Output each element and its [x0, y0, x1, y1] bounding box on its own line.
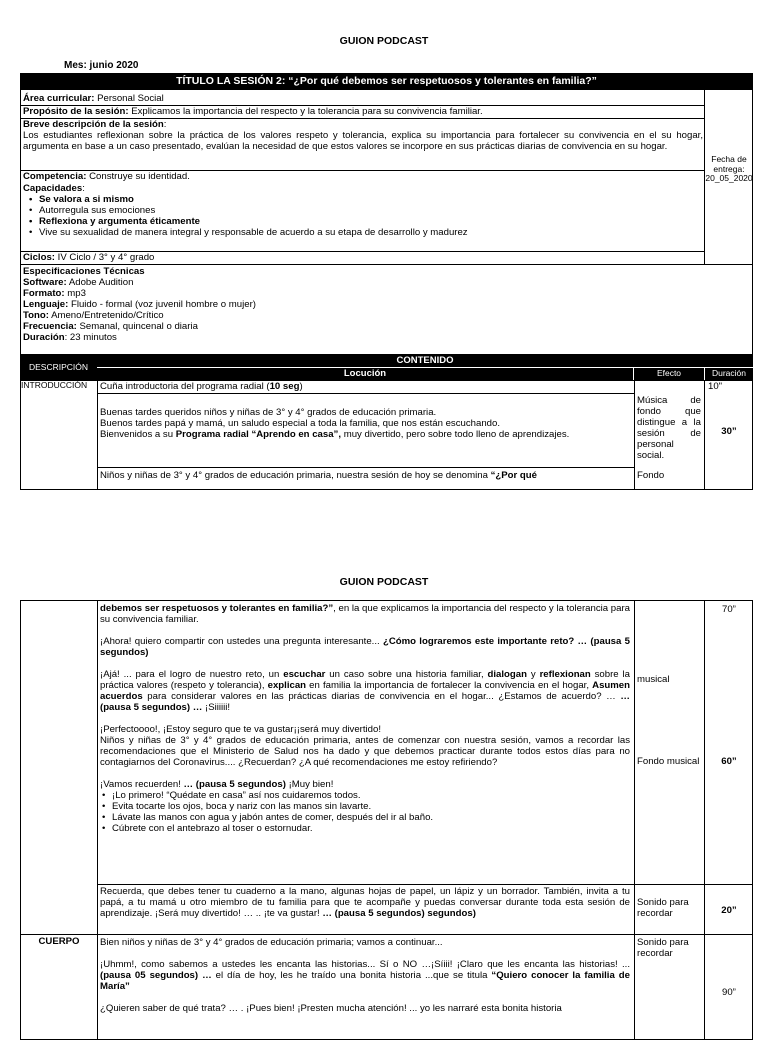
area-value: Personal Social — [94, 93, 164, 104]
page-heading: GUION PODCAST — [339, 35, 429, 47]
spec-row: Formato: mp3 — [23, 288, 86, 299]
row-line — [97, 393, 634, 394]
description-label: Breve descripción de la sesión — [23, 119, 164, 130]
cycles-row — [23, 252, 703, 263]
row-line — [97, 467, 634, 468]
recommendation-item: • Lávate las manos con agua y jabón antes de comer, después del ir al baño. — [112, 812, 630, 823]
intro-duration: 10" — [708, 381, 723, 392]
duration-90: 90” — [722, 987, 736, 998]
col-effect-header: Efecto — [634, 368, 704, 380]
intro-spot: Cuña introductoria del programa radial (10 seg) — [100, 381, 303, 392]
col-line — [97, 600, 98, 1040]
greeting-block: Buenas tardes queridos niños y niñas de 3° y 4° grados de educación primaria. Buenos tardes papá y mamá, un saludo especial a toda la familia, que nos están escuchando. Bienvenidos a su Programa radial “Aprendo en casa”, muy divertido, pero sobre todo lleno de aprendizajes. — [100, 407, 570, 440]
cycles-value: IV Ciclo / 3° y 4° grado — [55, 252, 155, 263]
session-line: Niños y niñas de 3° y 4° grados de educación primaria, nuestra sesión de hoy se denomina “¿Por qué — [100, 470, 537, 481]
reminder-block: Recuerda, que debes tener tu cuaderno a la mano, algunas hojas de papel, un lápiz y un borrador. También, invita a tu papá, a tu mamá u otro miembro de tu familia para que te acompañe y puedas conversar durante toda esta sesión de aprendizaje. ¡Será muy divertido! … .. ¡te va gustar! … (pausa 5 segundos) segundos) — [100, 886, 630, 919]
duration-70: 70” — [722, 604, 736, 615]
duration-30: 30” — [721, 426, 737, 437]
area-label: Área curricular: — [23, 93, 95, 104]
recommendation-item: • Cúbrete con el antebrazo al toser o estornudar. — [112, 823, 630, 834]
purpose-value: Explicamos la importancia del respecto y la tolerancia para su convivencia familiar. — [128, 106, 483, 117]
capacity-item: • Vive su sexualidad de manera integral y responsable de acuerdo a su etapa de desarrollo y madurez — [39, 227, 703, 238]
col-line — [634, 600, 635, 1040]
spec-row: Duración: 23 minutos — [23, 332, 117, 343]
body-label: CUERPO — [38, 936, 80, 947]
spec-row: Frecuencia: Semanal, quincenal o diaria — [23, 321, 198, 332]
capacity-item: • Autorregula sus emociones — [39, 205, 703, 216]
cycles-label: Ciclos: — [23, 252, 55, 263]
row-line — [20, 264, 753, 265]
capacity-item: • Reflexiona y argumenta éticamente — [39, 216, 703, 227]
effect-sound-remember: Sonido para recordar — [637, 897, 689, 919]
purpose-row — [23, 106, 703, 117]
specs-block — [23, 266, 743, 343]
purpose-label: Propósito de la sesión: — [23, 106, 129, 117]
intro-label: INTRODUCCIÓN — [21, 380, 88, 390]
capacity-item: • Se valora a si mismo — [39, 194, 703, 205]
spec-row: Lenguaje: Fluido - formal (voz juvenil hombre o mujer) — [23, 299, 256, 310]
col-line — [97, 380, 98, 490]
description-row: Breve descripción de la sesión: Los estudiantes reflexionan sobre la práctica de los valores respeto y tolerancia, explica su importancia para fortalecer su convivencia en el su hogar, argumenta en base a un caso presentado, evalúan la necesidad de que estos valores se incorpore en sus prácticas diarias de convivencia en su hogar. — [23, 119, 703, 152]
col-content-header: CONTENIDO — [97, 355, 753, 367]
col-description-header: DESCRIPCIÓN — [20, 355, 97, 380]
specs-title: Especificaciones Técnicas — [23, 266, 145, 277]
col-duration-header: Duración — [705, 368, 753, 380]
duration-60: 60” — [721, 756, 737, 767]
spec-row: Tono: Ameno/Entretenido/Crítico — [23, 310, 164, 321]
effect-fondo: Fondo — [637, 470, 665, 481]
col-line — [704, 600, 705, 1040]
page-heading-2: GUION PODCAST — [339, 576, 429, 588]
effect-music: Música de fondo que distingue a la sesión de personal social. — [637, 395, 701, 461]
recommendation-item: • Evita tocarte los ojos, boca y nariz con las manos sin lavarte. — [112, 801, 630, 812]
recommendation-item: • ¡Lo primero! “Quédate en casa” así nos cuidaremos todos. — [112, 790, 630, 801]
body-block: Bien niños y niñas de 3° y 4° grados de educación primaria; vamos a continuar... ¡Uhmm!, como sabemos a ustedes les encanta las historias... Sí o NO …¡Síiii! ¡Claro que les encanta las historias! ... (pausa 05 segundos) … el día de hoy, les he traído una bonita historia ...que se titula “Quiero conocer la familia de María” ¿Quieren saber de qué trata? … . ¡Pues bien! ¡Presten mucha atención! ... yo les narraré esta bonita historia — [100, 937, 630, 1014]
effect-sound-remember-2: Sonido para recordar — [637, 937, 689, 959]
month-label: Mes: junio 2020 — [64, 60, 139, 71]
session-title-bar: TÍTULO LA SESIÓN 2: “¿Por qué debemos ser respetuosos y tolerantes en familia?” — [20, 73, 753, 90]
competency-value: Construye su identidad. — [86, 171, 190, 182]
spec-row: Software: Adobe Audition — [23, 277, 134, 288]
delivery-date: Fecha de entrega: 20_05_2020 — [705, 154, 753, 183]
duration-20: 20” — [721, 905, 737, 916]
row-line — [20, 934, 753, 935]
capacities-block: Capacidades: • Se valora a si mismo • Autorregula sus emociones • Reflexiona y argumenta éticamente • Vive su sexualidad de manera integral y responsable de acuerdo a su etapa de desarrollo y madurez — [23, 183, 703, 238]
capacities-label: Capacidades — [23, 183, 83, 194]
effect-musical: musical — [637, 674, 670, 685]
col-line — [634, 380, 635, 490]
effect-fondo-musical: Fondo musical — [637, 756, 700, 767]
col-locution-header: Locución — [97, 368, 633, 380]
area-row — [23, 93, 703, 104]
locution-block: debemos ser respetuosos y tolerantes en familia?”, en la que explicamos la importancia del respecto y la tolerancia para su convivencia familiar. ¡Ahora! quiero compartir con ustedes una pregunta interesante... ¿Cómo lograremos este importante reto? … (pausa 5 segundos) ¡Ajá! ... para el logro de nuestro reto, un escuchar un caso sobre una historia familiar, dialogan y reflexionan sobre la práctica valores (respeto y tolerancia), explican en familia la importancia de fortalecer la convivencia en el hogar, Asumen acuerdos para considerar valores en las prácticas diarias de convivencia en el hogar... ¿Estamos de acuerdo? … … (pausa 5 segundos) … ¡Siiiiii! ¡Perfectoooo!, ¡Estoy seguro que te va gustar¡¡será muy divertido! Niños y niñas de 3° y 4° grados de educación primaria, antes de comenzar con nuestra sesión, vamos a recordar las recomendaciones que el Ministerio de Salud nos ha dado y que debemos practicar durante todos estos días para no contagiarnos del Coronavirus.... ¿Recuerdan? ¿A qué recomendaciones me estoy refiriendo? ¡Vamos recuerden! … (pausa 5 segundos) ¡Muy bien! • ¡Lo primero! “Quédate en casa” así nos cuidaremos todos. • Evita tocarte los ojos, boca y nariz con las manos sin lavarte. • Lávate las manos con agua y jabón antes de comer, después del ir al baño. • Cúbrete con el antebrazo al toser o estornudar. — [100, 603, 630, 834]
description-text: Los estudiantes reflexionan sobre la práctica de los valores respeto y tolerancia, explica su importancia para fortalecer su convivencia en el su hogar, argumenta en base a un caso presentado, evalúan la necesidad de que estos valores se incorpore en sus prácticas diarias de convivencia en su hogar. — [23, 130, 703, 152]
competency-row — [23, 171, 703, 182]
competency-label: Competencia: — [23, 171, 87, 182]
row-line — [97, 884, 753, 885]
